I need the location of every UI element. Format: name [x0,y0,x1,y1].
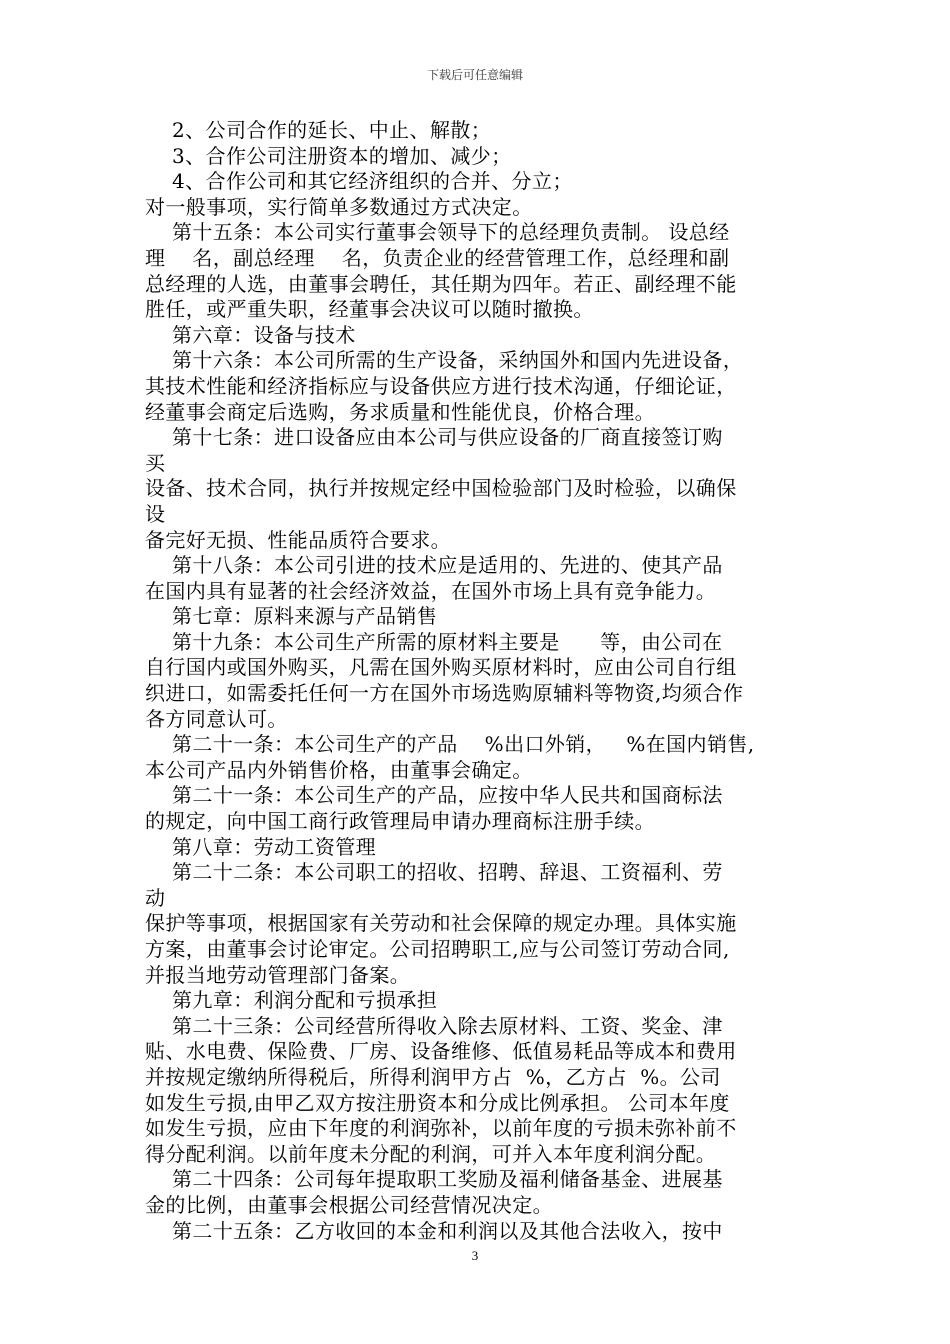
text-line: 第二十一条：本公司生产的产品，应按中华人民共和国商标法 [145,783,723,808]
text-line: 第二十四条：公司每年提取职工奖励及福利储备基金、进展基 [145,1167,723,1192]
text-line: 第九章：利润分配和亏损承担 [145,988,438,1013]
text-line: 总经理的人选，由董事会聘任，其任期为四年。若正、副经理不能 [145,271,737,296]
text-line: 第八章：劳动工资管理 [145,834,377,859]
text-line: 第二十三条：公司经营所得收入除去原材料、工资、奖金、津 [145,1013,723,1038]
text-line: 胜任，或严重失职，经董事会决议可以随时撤换。 [145,297,594,322]
text-line: 设备、技术合同，执行并按规定经中国检验部门及时检验，以确保 [145,476,737,501]
text-line: 贴、水电费、保险费、厂房、设备维修、低值易耗品等成本和费用 [145,1039,737,1064]
text-line: 第二十五条：乙方收回的本金和利润以及其他合法收入，按中 [145,1218,723,1243]
text-line: 3、合作公司注册资本的增加、减少； [145,143,512,168]
text-line: 对一般事项，实行简单多数通过方式决定。 [145,194,533,219]
page-header: 下载后可任意编辑 [426,68,523,82]
text-line: 第二十一条：本公司生产的产品 %出口外销， %在国内销售, [145,732,755,757]
text-line: 2、公司合作的延长、中止、解散； [145,118,492,142]
text-line: 第十九条：本公司生产所需的原材料主要是 等，由公司在 [145,629,723,654]
text-line: 理 名，副总经理 名，负责企业的经营管理工作，总经理和副 [145,245,730,270]
text-line: 得分配利润。以前年度未分配的利润，可并入本年度利润分配。 [145,1141,717,1166]
text-line: 设 [145,501,166,526]
text-line: 4、合作公司和其它经济组织的合并、分立； [145,169,573,194]
document-body [145,118,815,1244]
text-line: 如发生亏损，应由下年度的利润弥补，以前年度的亏损未弥补前不 [145,1116,737,1141]
text-line: 的规定，向中国工商行政管理局申请办理商标注册手续。 [145,809,655,834]
text-line: 并报当地劳动管理部门备案。 [145,962,411,987]
text-line: 第十八条：本公司引进的技术应是适用的、先进的、使其产品 [145,553,723,578]
text-line: 第十六条：本公司所需的生产设备，采纳国外和国内先进设备， [145,348,744,373]
text-line: 本公司产品内外销售价格，由董事会确定。 [145,757,533,782]
text-line: 保护等事项，根据国家有关劳动和社会保障的规定办理。具体实施 [145,911,737,936]
text-line: 动 [145,885,166,910]
text-line: 各方同意认可。 [145,706,288,731]
text-line: 第十五条：本公司实行董事会领导下的总经理负责制。 设总经 [145,220,730,245]
text-line: 买 [145,450,166,475]
text-line: 在国内具有显著的社会经济效益，在国外市场上具有竞争能力。 [145,578,717,603]
text-line: 如发生亏损,由甲乙双方按注册资本和分成比例承担。 公司本年度 [145,1090,730,1115]
text-line: 备完好无损、性能品质符合要求。 [145,527,451,552]
page-number: 3 [471,1248,479,1263]
text-line: 自行国内或国外购买，凡需在国外购买原材料时，应由公司自行组 [145,655,737,680]
text-line: 并按规定缴纳所得税后，所得利润甲方占 %，乙方占 %。公司 [145,1064,721,1089]
text-line: 第十七条：进口设备应由本公司与供应设备的厂商直接签订购 [145,425,723,450]
text-line: 金的比例，由董事会根据公司经营情况决定。 [145,1192,553,1217]
text-line: 第六章：设备与技术 [145,322,356,347]
text-line: 第二十二条：本公司职工的招收、招聘、辞退、工资福利、劳 [145,860,723,885]
text-line: 第七章：原料来源与产品销售 [145,604,438,629]
text-line: 经董事会商定后选购，务求质量和性能优良，价格合理。 [145,399,655,424]
text-line: 其技术性能和经济指标应与设备供应方进行技术沟通，仔细论证， [145,373,737,398]
text-line: 织进口，如需委托任何一方在国外市场选购原辅料等物资,均须合作 [145,681,744,706]
text-line: 方案，由董事会讨论审定。公司招聘职工,应与公司签订劳动合同, [145,937,730,961]
